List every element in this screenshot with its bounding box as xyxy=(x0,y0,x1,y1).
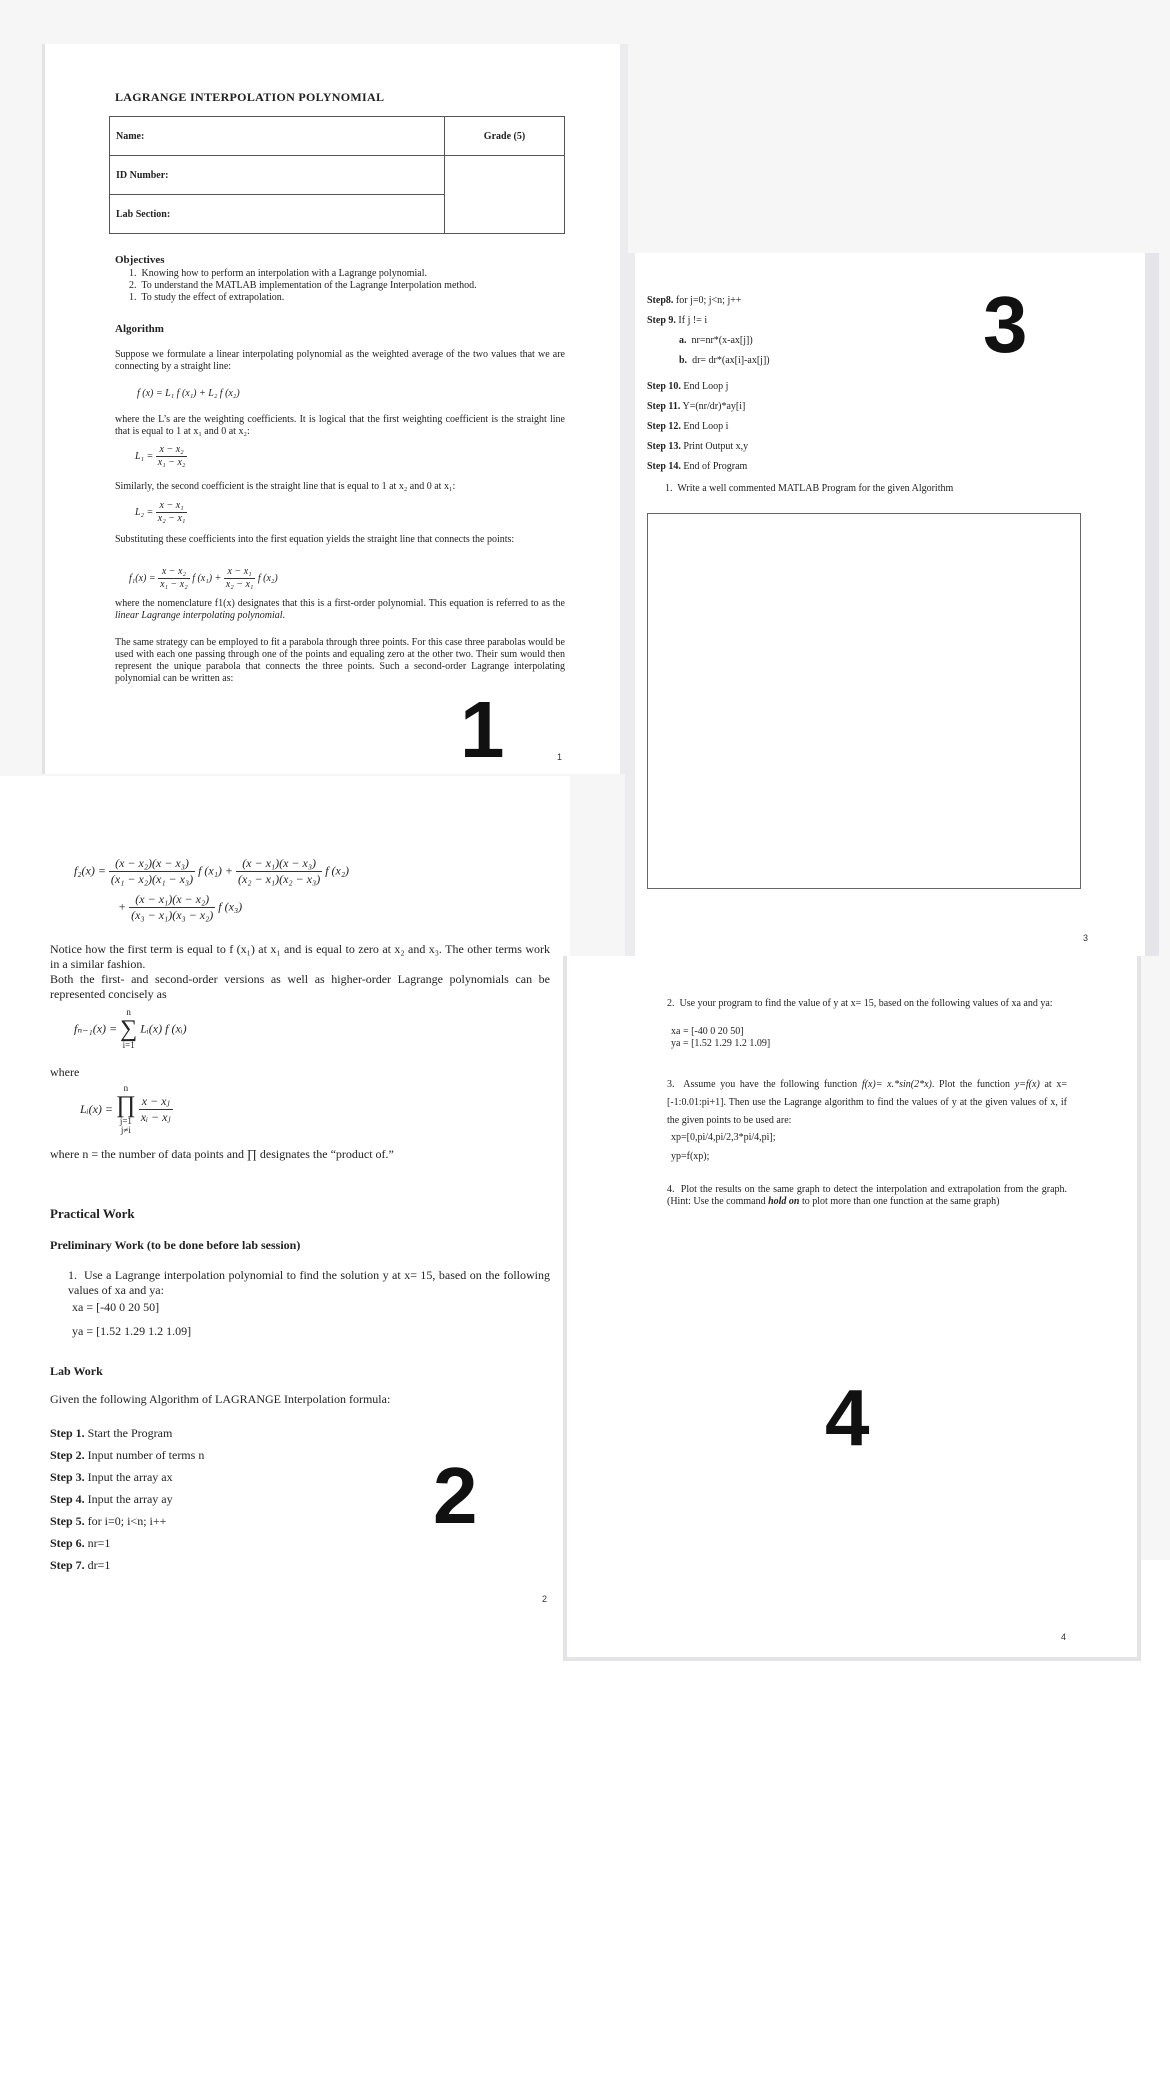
page-marker-number: 3 xyxy=(983,280,1028,369)
paragraph: The same strategy can be employed to fit a parabola through three points. For this case three parabolas would be used with each one passing through one of the points and equaling zero at the other two. Their sum would then represent the unique parabola that connects the three points. Such a second-order Lagrange interpolating polynomial can be written as: xyxy=(115,637,565,684)
equation-f2: f₂(x) = $\frac{\text{(x − x₂)(x − x₃)}}{\text{(x₁ − x₂)(x₁ − x₃)}}$ f (x₁) + $\frac{\text{(x − x₁)(x − x₃)}}{\text{(x₂ − x₁)(x₂ − x₃)}}$ f (x₂) xyxy=(74,856,350,886)
equation-f2-line2: + $\frac{\text{(x − x₁)(x − x₂)}}{\text{(x₃ − x₁)(x₃ − x₂)}}$ f (x₃) xyxy=(118,892,243,922)
equation-sum: fₙ₋₁(x) = n ∑ i=1 Lᵢ(x) f (xᵢ) xyxy=(74,1007,187,1050)
paragraph: Similarly, the second coefficient is the straight line that is equal to 1 at x₂ and 0 at x₁: xyxy=(115,481,456,492)
algorithm-step: Step 11. Y=(nr/dr)*ay[i] xyxy=(647,401,746,412)
grade-box xyxy=(445,156,565,234)
equation-f1: f₁(x) = $\frac{\text{x − x₂}}{\text{x₁ − x₂}}$ f (x₁) + $\frac{\text{x − x₁}}{\text{x₂ − x₁}}$ f (x₂) xyxy=(129,566,278,590)
algorithm-step: Step 5. for i=0; i<n; i++ xyxy=(50,1514,167,1528)
page-4 xyxy=(563,956,1141,1661)
xa-values: xa = [-40 0 20 50] xyxy=(72,1300,160,1314)
equation-l1: L₁ = $\frac{\text{x − x₂}}{\text{x₁ − x₂}}$ xyxy=(135,444,186,468)
objectives-list xyxy=(129,268,569,304)
algorithm-step: Step 10. End Loop j xyxy=(647,381,729,392)
yp-values: yp=f(xp); xyxy=(671,1151,710,1162)
question-3: 3. Assume you have the following function f(x)= x.*sin(2*x). Plot the function y=f(x) at x= [-1:0.01:pi+1]. Then use the Lagrange algorithm to find the values of y at the given values of x, if the given points to be used are: xyxy=(667,1079,1067,1126)
preliminary-work-heading: Preliminary Work (to be done before lab session) xyxy=(50,1238,301,1252)
equation-linear: f (x) = L₁ f (x₁) + L₂ f (x₂) xyxy=(137,388,240,399)
algorithm-step: Step 1. Start the Program xyxy=(50,1426,173,1440)
objective-item: 1. Knowing how to perform an interpolation with a Lagrange polynomial. xyxy=(129,268,427,279)
name-cell: Name: xyxy=(110,117,445,156)
objectives-heading: Objectives xyxy=(115,254,165,266)
xp-values: xp=[0,pi/4,pi/2,3*pi/4,pi]; xyxy=(671,1132,776,1143)
algorithm-step: Step 13. Print Output x,y xyxy=(647,441,749,452)
page-marker-number: 1 xyxy=(460,685,505,774)
question-2: 2. Use your program to find the value of y at x= 15, based on the following values of xa and ya: xyxy=(667,998,1053,1009)
lab-section-cell: Lab Section: xyxy=(110,195,445,234)
where-label: where xyxy=(50,1065,80,1079)
algorithm-step: Step 12. End Loop i xyxy=(647,421,729,432)
equation-l2: L₂ = $\frac{\text{x − x₁}}{\text{x₂ − x₁}}$ xyxy=(135,500,186,524)
page-number: 2 xyxy=(542,1594,548,1604)
grade-cell: Grade (5) xyxy=(445,117,565,156)
algorithm-step: Step 6. nr=1 xyxy=(50,1536,111,1550)
xa-values: xa = [-40 0 20 50] xyxy=(671,1026,744,1037)
algorithm-step: Step 9. If j != i xyxy=(647,315,708,326)
ya-values: ya = [1.52 1.29 1.2 1.09] xyxy=(671,1038,771,1049)
lab-work-heading: Lab Work xyxy=(50,1364,103,1378)
algorithm-substep: a. nr=nr*(x-ax[j]) xyxy=(679,335,753,346)
objective-item: 2. To understand the MATLAB implementation of the Lagrange Interpolation method. xyxy=(129,280,477,291)
algorithm-heading: Algorithm xyxy=(115,323,164,335)
algorithm-step: Step 3. Input the array ax xyxy=(50,1470,173,1484)
equation-product: Lᵢ(x) = n ∏ j=1 j≠i $\frac{\text{x − xⱼ}}{\text{xᵢ − xⱼ}}$ xyxy=(80,1083,171,1135)
page-1 xyxy=(42,44,628,774)
paragraph: Both the first- and second-order versions as well as higher-order Lagrange polynomials can be represented concisely as xyxy=(50,972,550,1001)
question-4: 4. Plot the results on the same graph to detect the interpolation and extrapolation from the graph. (Hint: Use the command hold on to plot more than one function at the same graph) xyxy=(667,1184,1068,1207)
paragraph: Suppose we formulate a linear interpolating polynomial as the weighted average of the two values that we are connecting by a straight line: xyxy=(115,349,565,372)
algorithm-step: Step 7. dr=1 xyxy=(50,1558,111,1572)
page-3 xyxy=(625,253,1159,956)
algorithm-step: Step 4. Input the array ay xyxy=(50,1492,173,1506)
ya-values: ya = [1.52 1.29 1.2 1.09] xyxy=(72,1324,192,1338)
paragraph: where n = the number of data points and ∏ designates the “product of.” xyxy=(50,1147,394,1161)
algorithm-step: Step 14. End of Program xyxy=(647,461,748,472)
page-marker-number: 4 xyxy=(825,1373,870,1462)
page-number: 1 xyxy=(557,752,563,762)
paragraph: Notice how the first term is equal to f (x₁) at x₁ and is equal to zero at x₂ and x₃. The other terms work in a similar fashion. xyxy=(50,942,550,971)
answer-box xyxy=(647,513,1081,889)
algorithm-step: Step8. for j=0; j<n; j++ xyxy=(647,295,742,306)
practical-work-heading: Practical Work xyxy=(50,1206,135,1221)
document-title: LAGRANGE INTERPOLATION POLYNOMIAL xyxy=(115,90,385,104)
algorithm-steps xyxy=(50,1422,204,1576)
page-marker-number: 2 xyxy=(433,1451,478,1540)
student-info-table xyxy=(109,116,565,234)
lab-intro: Given the following Algorithm of LAGRANGE Interpolation formula: xyxy=(50,1392,391,1406)
algorithm-step: Step 2. Input number of terms n xyxy=(50,1448,205,1462)
paragraph: where the nomenclature f1(x) designates that this is a first-order polynomial. This equation is referred to as the linear Lagrange interpolating polynomial. xyxy=(115,598,565,621)
id-number-cell: ID Number: xyxy=(110,156,445,195)
task-instruction: 1. Write a well commented MATLAB Program for the given Algorithm xyxy=(665,483,954,494)
algorithm-substep: b. dr= dr*(ax[i]-ax[j]) xyxy=(679,355,770,366)
paragraph: where the L’s are the weighting coefficients. It is logical that the first weighting coefficient is the straight line that is equal to 1 at x₁ and 0 at x₂: xyxy=(115,414,565,437)
preliminary-item: 1. Use a Lagrange interpolation polynomial to find the solution y at x= 15, based on the following values of xa and ya: xyxy=(68,1268,551,1297)
page-number: 4 xyxy=(1061,1632,1067,1642)
paragraph: Substituting these coefficients into the first equation yields the straight line that connects the points: xyxy=(115,534,515,545)
algorithm-steps-continued xyxy=(647,291,770,477)
page-number: 3 xyxy=(1083,933,1089,943)
objective-item: 1. To study the effect of extrapolation. xyxy=(129,292,285,303)
page-2 xyxy=(0,776,570,1616)
